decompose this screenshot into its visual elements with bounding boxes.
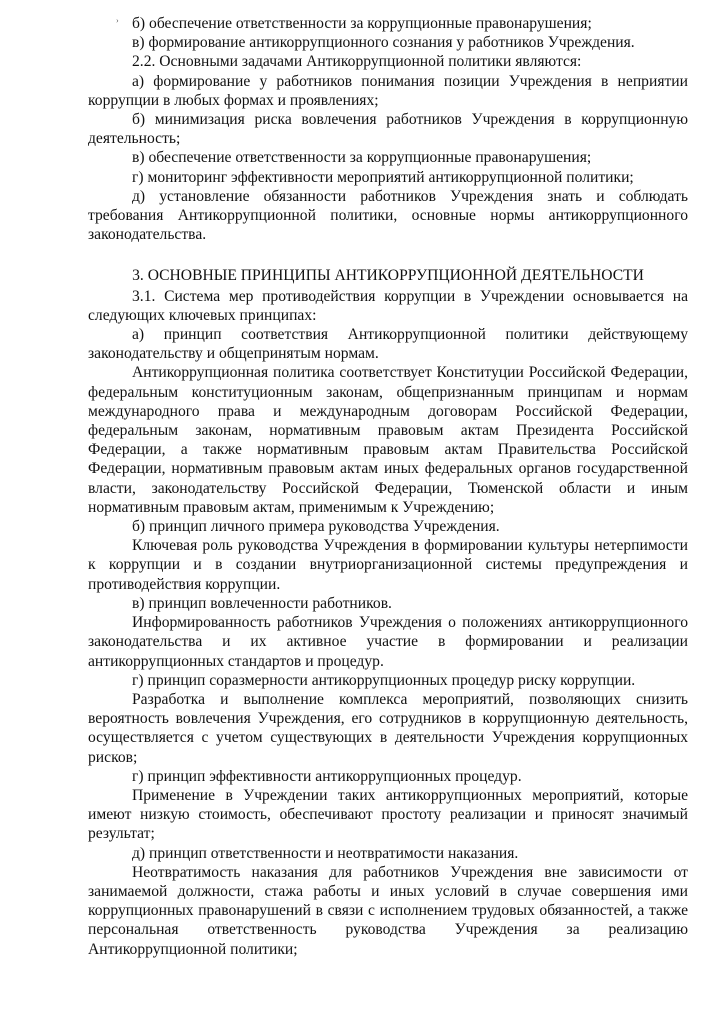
- scan-mark: ›: [116, 16, 119, 25]
- paragraph: 3.1. Система мер противодействия коррупции в Учреждении основывается на следующих ключевых принципах:: [88, 287, 688, 324]
- paragraph: д) установление обязанности работников Учреждения знать и соблюдать требования Антикоррупционной политики, основные нормы антикоррупционного законодательства.: [88, 187, 688, 244]
- paragraph: б) обеспечение ответственности за коррупционные правонарушения;: [132, 15, 592, 32]
- paragraph: 2.2. Основными задачами Антикоррупционной политики являются:: [132, 53, 582, 71]
- paragraph: б) минимизация риска вовлечения работников Учреждения в коррупционную деятельность;: [88, 111, 688, 148]
- paragraph: Разработка и выполнение комплекса мероприятий, позволяющих снизить вероятность вовлечения Учреждения, его сотрудников в коррупционную деятельность, осуществляется с учетом существующих в деятельности Учреждения коррупционных рисков;: [88, 690, 688, 766]
- paragraph: Ключевая роль руководства Учреждения в формировании культуры нетерпимости к коррупции и в создании внутриорганизационной системы предупреждения и противодействия коррупции.: [88, 537, 688, 593]
- paragraph: Информированность работников Учреждения о положениях антикоррупционного законодательства и их активное участие в формировании и реализации антикоррупционных стандартов и процедур.: [88, 614, 688, 670]
- paragraph: в) формирование антикоррупционного сознания у работников Учреждения.: [132, 34, 635, 52]
- paragraph: Антикоррупционная политика соответствует Конституции Российской Федерации, федеральным конституционным законам, общепризнанным принципам и нормам международного права и международным договорам Российской Федерации, федеральным законам, нормативным правовым актам Президента Российской Федерации, а также нормативным правовым актам Правительства Российской Федерации, нормативным правовым актам иных федеральных органов государственной власти, законодательству Российской Федерации, Тюменской области и иным нормативным правовым актам, применимым к Учреждению;: [88, 364, 688, 516]
- paragraph: Применение в Учреждении таких антикоррупционных мероприятий, которые имеют низкую стоимость, обеспечивают простоту реализации и приносят значимый результат;: [88, 786, 688, 843]
- paragraph: а) формирование у работников понимания позиции Учреждения в неприятии коррупции в любых формах и проявлениях;: [88, 72, 688, 109]
- paragraph: г) принцип соразмерности антикоррупционных процедур риску коррупции.: [132, 671, 636, 689]
- paragraph: г) мониторинг эффективности мероприятий антикоррупционной политики;: [132, 168, 634, 186]
- paragraph: в) обеспечение ответственности за коррупционные правонарушения;: [132, 149, 592, 167]
- paragraph: Неотвратимость наказания для работников Учреждения вне зависимости от занимаемой должности, стажа работы и иных условий в случае совершения ими коррупционных правонарушений в связи с исполнением трудовых обязанностей, а также персональная ответственность руководства Учреждения за реализацию Антикоррупционной политики;: [88, 863, 688, 958]
- paragraph: д) принцип ответственности и неотвратимости наказания.: [132, 844, 519, 862]
- section-heading: 3. ОСНОВНЫЕ ПРИНЦИПЫ АНТИКОРРУПЦИОННОЙ ДЕЯТЕЛЬНОСТИ: [132, 267, 644, 285]
- paragraph: в) принцип вовлеченности работников.: [132, 594, 392, 612]
- paragraph: а) принцип соответствия Антикоррупционной политики действующему законодательству и общепринятым нормам.: [88, 326, 688, 363]
- document-page: [88, 14, 688, 959]
- paragraph: б) принцип личного примера руководства Учреждения.: [132, 518, 500, 536]
- paragraph: г) принцип эффективности антикоррупционных процедур.: [132, 767, 522, 785]
